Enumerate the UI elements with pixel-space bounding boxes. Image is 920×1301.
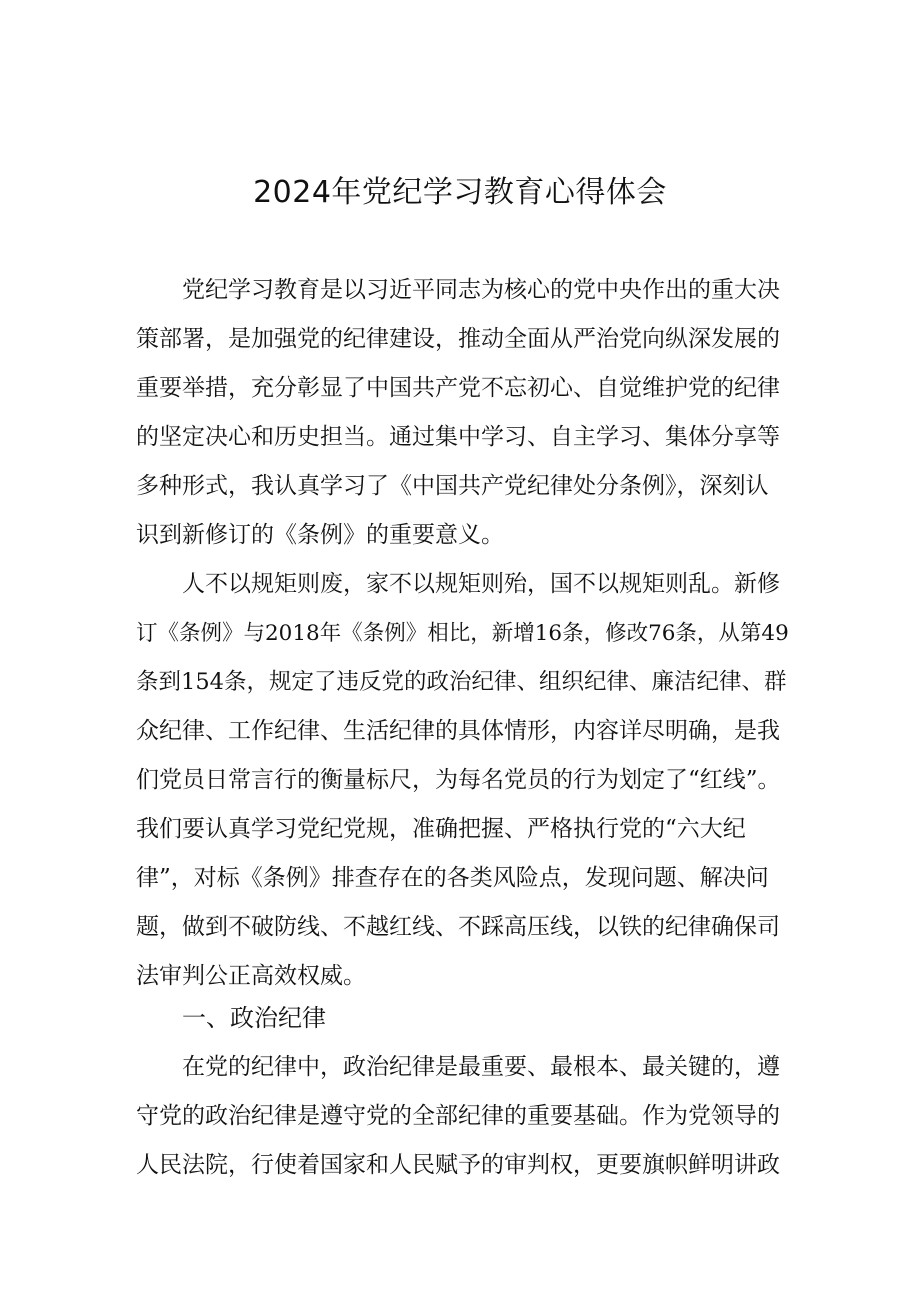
section-heading: 一、政治纪律 (182, 1004, 326, 1032)
paragraph-line: 条到154条，规定了违反党的政治纪律、组织纪律、廉洁纪律、群 (136, 669, 787, 695)
paragraph-line: 法审判公正高效权威。 (136, 963, 366, 989)
paragraph-line: 人民法院，行使着国家和人民赋予的审判权，更要旗帜鲜明讲政 (136, 1152, 780, 1178)
paragraph-line: 识到新修订的《条例》的重要意义。 (136, 522, 504, 548)
paragraph-line: 党纪学习教育是以习近平同志为核心的党中央作出的重大决 (182, 277, 780, 303)
paragraph-line: 众纪律、工作纪律、生活纪律的具体情形，内容详尽明确，是我 (136, 718, 780, 744)
paragraph-line: 题，做到不破防线、不越红线、不踩高压线，以铁的纪律确保司 (136, 914, 780, 940)
paragraph-line: 律”，对标《条例》排查存在的各类风险点，发现问题、解决问 (136, 865, 769, 891)
paragraph-line: 人不以规矩则废，家不以规矩则殆，国不以规矩则乱。新修 (182, 571, 780, 597)
paragraph-line: 订《条例》与2018年《条例》相比，新增16条，修改76条，从第49 (136, 621, 789, 646)
paragraph-intro (136, 266, 796, 560)
paragraph-rules (136, 560, 796, 1001)
paragraph-line: 们党员日常言行的衡量标尺，为每名党员的行为划定了“红线”。 (136, 767, 781, 793)
paragraph-line: 守党的政治纪律是遵守党的全部纪律的重要基础。作为党领导的 (136, 1103, 780, 1129)
paragraph-line: 多种形式，我认真学习了《中国共产党纪律处分条例》，深刻认 (136, 473, 769, 499)
paragraph-line: 策部署，是加强党的纪律建设，推动全面从严治党向纵深发展的 (136, 326, 780, 352)
paragraph-line: 在党的纪律中，政治纪律是最重要、最根本、最关键的，遵 (182, 1054, 780, 1080)
paragraph-line: 的坚定决心和历史担当。通过集中学习、自主学习、集体分享等 (136, 424, 780, 450)
paragraph-political-discipline (136, 1043, 796, 1190)
paragraph-line: 我们要认真学习党纪党规，准确把握、严格执行党的“六大纪 (136, 816, 746, 842)
document-title: 2024年党纪学习教育心得体会 (253, 175, 667, 210)
paragraph-line: 重要举措，充分彰显了中国共产党不忘初心、自觉维护党的纪律 (136, 375, 780, 401)
